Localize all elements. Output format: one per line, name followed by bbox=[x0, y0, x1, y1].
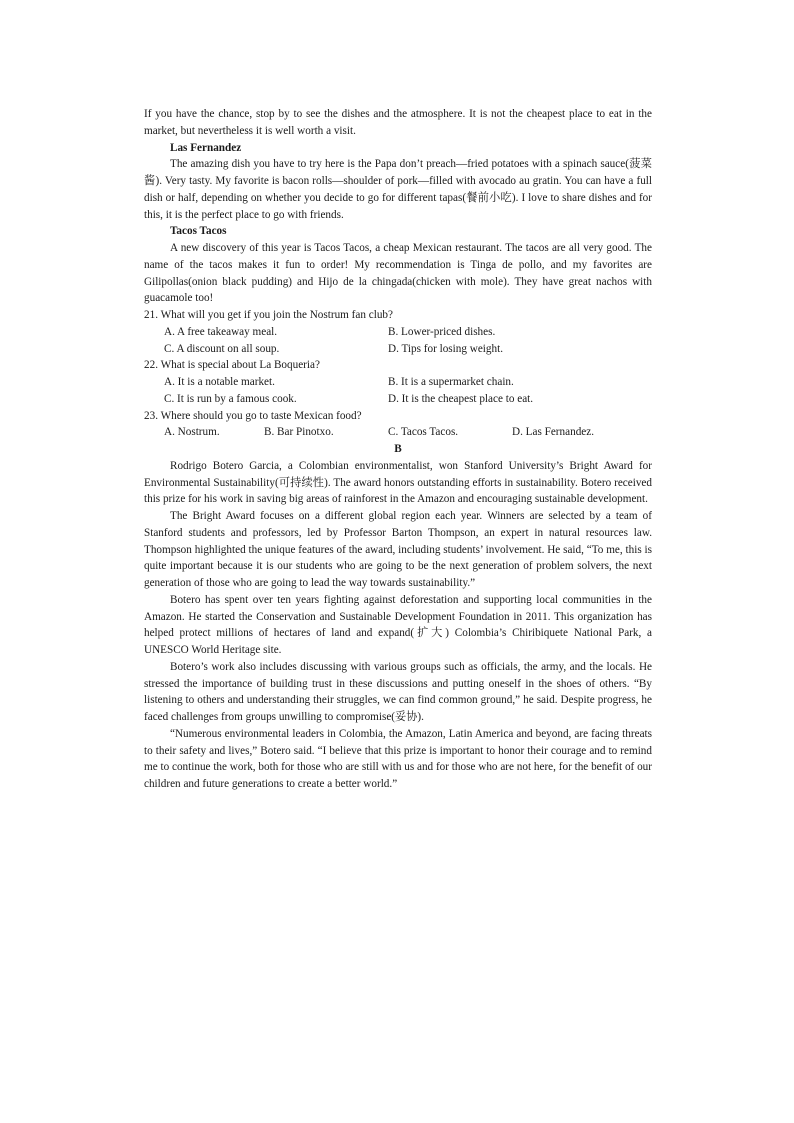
option-d: D. It is the cheapest place to eat. bbox=[388, 392, 534, 405]
passage-b-paragraph: Botero has spent over ten years fighting against deforestation and supporting local communities in the Amazon. He started the Conservation and Sustainable Development Foundation in 2011. This organization has helped protect millions of hectares of land and expand(扩大) Colombia’s Chiribiquete National Park, a UNESCO World Heritage site. bbox=[144, 593, 652, 656]
option-b: B. It is a supermarket chain. bbox=[388, 376, 514, 388]
passage-a-intro-end: If you have the chance, stop by to see the dishes and the atmosphere. It is not the cheapest place to eat in the market, but nevertheless it is well worth a visit. bbox=[144, 108, 652, 137]
heading-tacos-tacos: Tacos Tacos bbox=[170, 225, 227, 238]
option-a: A. It is a notable market. bbox=[164, 376, 275, 388]
paragraph-tacos-tacos: A new discovery of this year is Tacos Tacos, a cheap Mexican restaurant. The tacos are all very good. The name of the tacos makes it fun to order! My recommendation is Tinga de pollo, and my favorites are Gilipollas(onion black pudding) and Hijo de la chingada(chicken with mole). They have great nachos with guacamole too! bbox=[144, 242, 652, 305]
option-c: C. A discount on all soup. bbox=[164, 342, 280, 355]
passage-b-paragraph: Botero’s work also includes discussing with various groups such as officials, the army, and the locals. He stressed the importance of building trust in these discussions and putting oneself in the shoes of others. “By listening to others and understanding their struggles, we can find common ground,” he said. Despite progress, he faced challenges from groups unwilling to compromise(妥协). bbox=[144, 660, 652, 723]
question-23 bbox=[144, 408, 652, 442]
question-stem: 23. Where should you go to taste Mexican food? bbox=[144, 409, 362, 422]
option-a: A. Nostrum. bbox=[164, 426, 220, 439]
option-d: D. Tips for losing weight. bbox=[388, 342, 503, 355]
option-b: B. Lower-priced dishes. bbox=[388, 325, 496, 338]
section-label-b: B bbox=[394, 443, 402, 455]
question-21 bbox=[144, 307, 652, 357]
question-stem: 22. What is special about La Boqueria? bbox=[144, 359, 320, 372]
option-a: A. A free takeaway meal. bbox=[164, 325, 278, 338]
question-stem: 21. What will you get if you join the Nostrum fan club? bbox=[144, 309, 393, 321]
option-d: D. Las Fernandez. bbox=[512, 426, 595, 439]
passage-b-paragraph: Rodrigo Botero Garcia, a Colombian environmentalist, won Stanford University’s Bright Award for Environmental Sustainability(可持续性). The award honors outstanding efforts in sustainability. Botero received this prize for his work in saving big areas of rainforest in the Amazon and encouraging sustainable development. bbox=[144, 459, 652, 506]
passage-b-paragraph: “Numerous environmental leaders in Colombia, the Amazon, Latin America and beyond, are facing threats to their safety and lives,” Botero said. “I believe that this prize is important to honor their courage and to remind me to continue the work, both for those who are still with us and for those who are not here, for the benefit of our children and future generations to create a better world.” bbox=[144, 727, 652, 790]
option-c: C. It is run by a famous cook. bbox=[164, 392, 297, 405]
paragraph-las-fernandez: The amazing dish you have to try here is the Papa don’t preach—fried potatoes with a spinach sauce(菠菜酱). Very tasty. My favorite is bacon rolls—shoulder of pork—filled with avocado au gratin. You can have a full dish or half, depending on whether you decide to go for different tapas(餐前小吃). I love to share dishes and for this, it is the perfect place to go with friends. bbox=[144, 158, 652, 221]
heading-las-fernandez: Las Fernandez bbox=[170, 141, 242, 154]
question-22 bbox=[144, 357, 652, 407]
option-b: B. Bar Pinotxo. bbox=[264, 426, 334, 439]
exam-page bbox=[144, 106, 652, 793]
passage-b-paragraph: The Bright Award focuses on a different global region each year. Winners are selected by a team of Stanford students and professors, led by Professor Barton Thompson, an expert in natural resources law. Thompson highlighted the unique features of the award, including students’ involvement. He said, “To me, this is quite important because it is our students who are going to be the next generation of problem solvers, the next generation of those who are going to lead the way towards sustainability.” bbox=[144, 510, 652, 589]
option-c: C. Tacos Tacos. bbox=[388, 426, 459, 439]
